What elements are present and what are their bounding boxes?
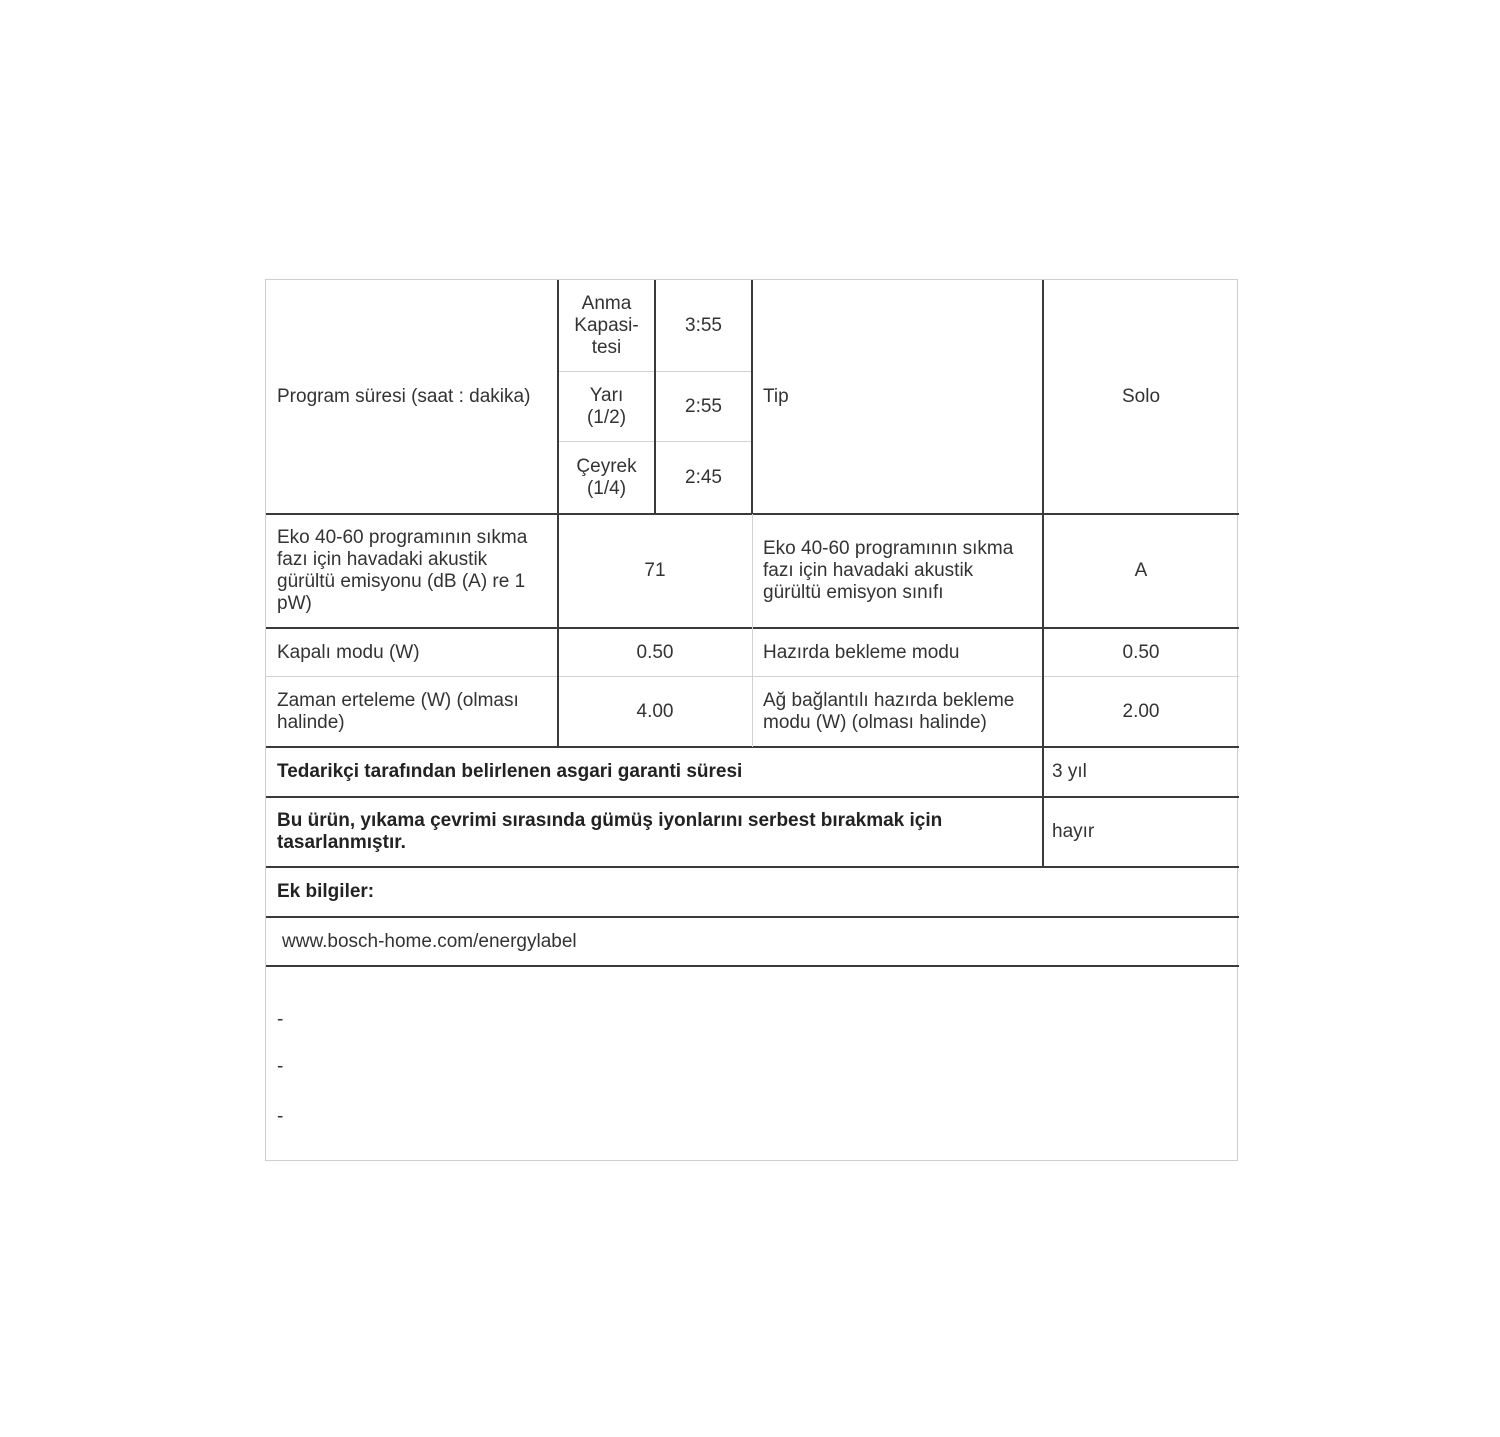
list-item: - [277,1009,284,1030]
grid-line [1042,280,1044,867]
warranty-label: Tedarikçi tarafından belirlenen asgari garanti süresi [277,761,743,782]
network-standby-value: 2.00 [1122,701,1160,722]
silver-ions-label: Bu ürün, yıkama çevrimi sırasında gümüş iyonlarını serbest bırakmak için tasarlanmıştır. [277,810,943,853]
energy-label-url[interactable]: www.bosch-home.com/energylabel [282,930,577,952]
grid-line [266,796,1239,798]
standby-mode-value: 0.50 [1122,641,1160,663]
list-item: - [277,1106,284,1127]
additional-items-list [266,966,1239,1162]
load-half: Yarı (1/2) [586,385,627,428]
time-rated-capacity: 3:55 [685,315,722,336]
off-mode-value: 0.50 [636,641,674,663]
load-quarter: Çeyrek (1/4) [576,456,637,499]
list-item: - [277,1056,284,1077]
grid-line [557,280,559,747]
grid-line [266,965,1239,967]
standby-mode-label: Hazırda bekleme modu [763,641,960,663]
type-label: Tip [763,386,789,407]
noise-class-label: Eko 40-60 programının sıkma fazı için havadaki akustik gürültü emisyon sınıfı [763,538,1014,603]
load-rated-capacity: Anma Kapasi-tesi [574,293,639,358]
warranty-value: 3 yıl [1052,761,1087,782]
grid-line [654,280,656,514]
noise-class-value: A [1134,560,1148,581]
grid-line [266,866,1239,868]
time-quarter: 2:45 [685,467,722,488]
off-mode-label: Kapalı modu (W) [277,641,420,663]
additional-info-label: Ek bilgiler: [277,881,375,902]
delay-start-label: Zaman erteleme (W) (olması halinde) [277,690,519,733]
grid-line [752,514,753,747]
grid-line [751,280,753,514]
energy-info-table [265,279,1238,1161]
program-duration-label: Program süresi (saat : dakika) [277,386,531,407]
silver-ions-value: hayır [1052,821,1095,842]
delay-start-value: 4.00 [636,701,674,722]
noise-emission-label: Eko 40-60 programının sıkma fazı için havadaki akustik gürültü emisyonu (dB (A) re 1 pW) [277,527,528,614]
network-standby-label: Ağ bağlantılı hazırda bekleme modu (W) (olması halinde) [763,690,1015,733]
type-value: Solo [1121,386,1161,407]
time-half: 2:55 [685,396,722,417]
grid-line [266,916,1239,918]
noise-emission-value: 71 [644,560,666,581]
